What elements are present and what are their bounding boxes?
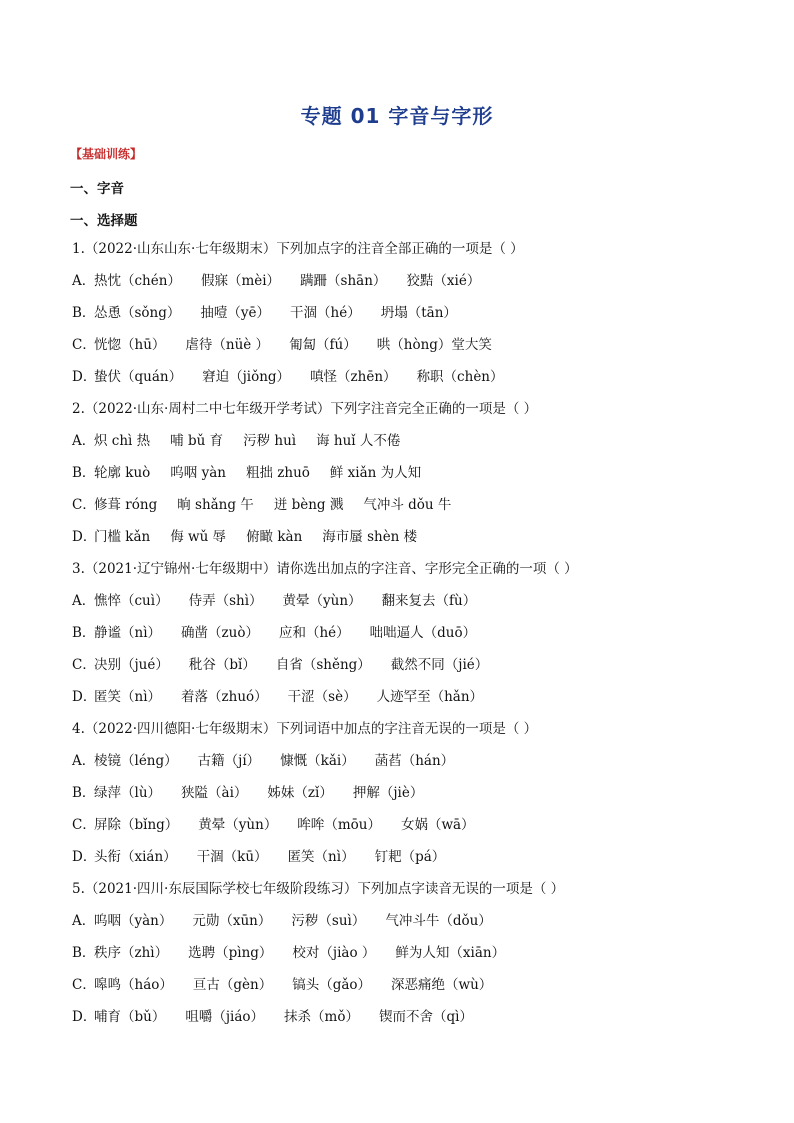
option-term: 轮廓 kuò <box>94 465 151 481</box>
option-term: 亘古（gèn） <box>192 977 273 993</box>
option-term: 匍匐（fú） <box>289 337 357 353</box>
option-term: 修葺 róng <box>94 497 158 513</box>
option-term: 哺育（bǔ） <box>94 1009 166 1025</box>
answer-option <box>72 457 732 489</box>
option-term: 侍弄（shì） <box>188 593 263 609</box>
option-letter: D． <box>72 689 97 705</box>
answer-option <box>72 425 732 457</box>
option-term: 气冲斗 dǒu 牛 <box>363 497 452 513</box>
option-term: 抹杀（mǒ） <box>284 1009 359 1025</box>
option-letter: D． <box>72 529 97 545</box>
option-term: 晌 shǎng 午 <box>177 497 254 513</box>
option-term: 钉耙（pá） <box>374 849 446 865</box>
option-term: 屏除（bǐng） <box>94 817 179 833</box>
option-term: 哄（hòng）堂大笑 <box>376 337 492 353</box>
option-term: 嗔怪（zhēn） <box>310 369 397 385</box>
option-term: 虐待（nüè ） <box>185 337 270 353</box>
question-stem: 3.（2021·辽宁锦州·七年级期中）请你选出加点的字注音、字形完全正确的一项（ ） <box>72 561 578 577</box>
option-term: 匿笑（nì） <box>287 849 355 865</box>
option-term: 决别（jué） <box>94 657 169 673</box>
option-term: 着落（zhuó） <box>181 689 268 705</box>
option-term: 翻来复去（fù） <box>381 593 477 609</box>
option-letter: A． <box>72 913 96 929</box>
option-term: 干涸（kū） <box>196 849 268 865</box>
answer-option <box>72 521 732 553</box>
answer-option <box>72 681 732 713</box>
option-term: 匿笑（nì） <box>94 689 162 705</box>
answer-option <box>72 329 732 361</box>
option-term: 棱镜（léng） <box>94 753 178 769</box>
answer-option <box>72 777 732 809</box>
option-term: 校对（jiào ） <box>292 945 376 961</box>
option-letter: C． <box>72 337 96 353</box>
option-term: 狡黠（xié） <box>406 273 481 289</box>
answer-option <box>72 969 732 1001</box>
answer-option <box>72 361 732 393</box>
option-term: 嗥鸣（háo） <box>94 977 173 993</box>
answer-option <box>72 649 732 681</box>
page-title: 专题 01 字音与字形 <box>300 104 494 128</box>
question-stem: 4.（2022·四川德阳·七年级期末）下列词语中加点的字注音无误的一项是（ ） <box>72 721 538 737</box>
option-letter: C． <box>72 977 96 993</box>
option-term: 咄咄逼人（duō） <box>369 625 477 641</box>
answer-option <box>72 937 732 969</box>
option-term: 鲜为人知（xiān） <box>395 945 506 961</box>
option-term: 黄晕（yùn） <box>282 593 362 609</box>
option-letter: B． <box>72 305 96 321</box>
option-term: 抽噎（yē） <box>200 305 271 321</box>
option-term: 人迹罕至（hǎn） <box>376 689 484 705</box>
option-term: 呜咽 yàn <box>170 465 226 481</box>
section-heading-choice: 一、选择题 <box>70 213 138 229</box>
option-letter: A． <box>72 433 96 449</box>
answer-option <box>72 489 732 521</box>
option-term: 窘迫（jiǒng） <box>202 369 291 385</box>
option-term: 蛰伏（quán） <box>94 369 183 385</box>
option-letter: A． <box>72 273 96 289</box>
option-term: 炽 chì 热 <box>94 433 151 449</box>
answer-option <box>72 905 732 937</box>
answer-option <box>72 809 732 841</box>
answer-option <box>72 1001 732 1033</box>
option-term: 截然不同（jié） <box>390 657 489 673</box>
option-letter: D． <box>72 1009 97 1025</box>
option-term: 静谧（nì） <box>94 625 162 641</box>
option-term: 憔悴（cuì） <box>94 593 169 609</box>
option-letter: D． <box>72 369 97 385</box>
option-term: 污秽（suì） <box>291 913 366 929</box>
option-term: 绿萍（lù） <box>94 785 162 801</box>
option-term: 恍惚（hū） <box>94 337 166 353</box>
option-term: 称职（chèn） <box>416 369 504 385</box>
option-term: 姊妹（zǐ） <box>267 785 333 801</box>
option-term: 干涩（sè） <box>287 689 357 705</box>
option-letter: C． <box>72 657 96 673</box>
option-term: 海市蜃 shèn 楼 <box>322 529 418 545</box>
option-letter: B． <box>72 465 96 481</box>
answer-option <box>72 745 732 777</box>
option-term: 黄晕（yùn） <box>198 817 278 833</box>
option-term: 秩序（zhì） <box>94 945 169 961</box>
option-term: 哞哞（mōu） <box>297 817 381 833</box>
option-letter: B． <box>72 625 96 641</box>
option-term: 元勋（xūn） <box>192 913 272 929</box>
option-term: 气冲斗牛（dǒu） <box>385 913 492 929</box>
option-term: 俯瞰 kàn <box>246 529 303 545</box>
option-term: 头衔（xián） <box>94 849 177 865</box>
option-term: 蹒跚（shān） <box>300 273 387 289</box>
option-term: 自省（shěng） <box>275 657 371 673</box>
question-stem: 5.（2021·四川·东辰国际学校七年级阶段练习）下列加点字读音无误的一项是（ ） <box>72 881 565 897</box>
option-term: 深恶痛绝（wù） <box>391 977 493 993</box>
option-term: 押解（jiè） <box>352 785 424 801</box>
option-term: 诲 huǐ 人不倦 <box>316 433 401 449</box>
option-term: 热忱（chén） <box>94 273 181 289</box>
option-term: 秕谷（bǐ） <box>188 657 256 673</box>
answer-option <box>72 297 732 329</box>
option-term: 假寐（mèi） <box>200 273 281 289</box>
option-letter: B． <box>72 785 96 801</box>
option-term: 咀嚼（jiáo） <box>185 1009 265 1025</box>
option-letter: B． <box>72 945 96 961</box>
option-term: 鲜 xiǎn 为人知 <box>329 465 422 481</box>
option-term: 干涸（hé） <box>290 305 361 321</box>
question-stem: 1.（2022·山东山东·七年级期末）下列加点字的注音全部正确的一项是（ ） <box>72 241 524 257</box>
answer-option <box>72 585 732 617</box>
option-term: 慷慨（kǎi） <box>280 753 355 769</box>
option-term: 侮 wǔ 辱 <box>170 529 227 545</box>
section-tag: 【基础训练】 <box>70 147 143 161</box>
option-term: 污秽 huì <box>243 433 297 449</box>
option-term: 女娲（wā） <box>400 817 475 833</box>
option-term: 狭隘（ài） <box>181 785 248 801</box>
option-term: 门槛 kǎn <box>94 529 151 545</box>
option-letter: A． <box>72 753 96 769</box>
option-term: 应和（hé） <box>278 625 350 641</box>
option-term: 镐头（gǎo） <box>292 977 372 993</box>
option-term: 怂恿（sǒng） <box>94 305 181 321</box>
option-term: 古籍（jí） <box>197 753 261 769</box>
option-letter: C． <box>72 497 96 513</box>
option-term: 选聘（pìng） <box>188 945 273 961</box>
section-heading-pronunciation: 一、字音 <box>70 181 124 197</box>
option-term: 确凿（zuò） <box>181 625 259 641</box>
option-term: 迸 bèng 溅 <box>273 497 344 513</box>
question-list <box>72 233 732 1033</box>
option-letter: A． <box>72 593 96 609</box>
answer-option <box>72 265 732 297</box>
option-letter: C． <box>72 817 96 833</box>
option-term: 坍塌（tān） <box>380 305 457 321</box>
option-term: 呜咽（yàn） <box>94 913 173 929</box>
question-stem: 2.（2022·山东·周村二中七年级开学考试）下列字注音完全正确的一项是（ ） <box>72 401 538 417</box>
option-term: 粗拙 zhuō <box>245 465 310 481</box>
answer-option <box>72 841 732 873</box>
option-term: 哺 bǔ 育 <box>170 433 224 449</box>
answer-option <box>72 617 732 649</box>
option-term: 菡萏（hán） <box>374 753 455 769</box>
option-letter: D． <box>72 849 97 865</box>
option-term: 锲而不舍（qì） <box>378 1009 473 1025</box>
